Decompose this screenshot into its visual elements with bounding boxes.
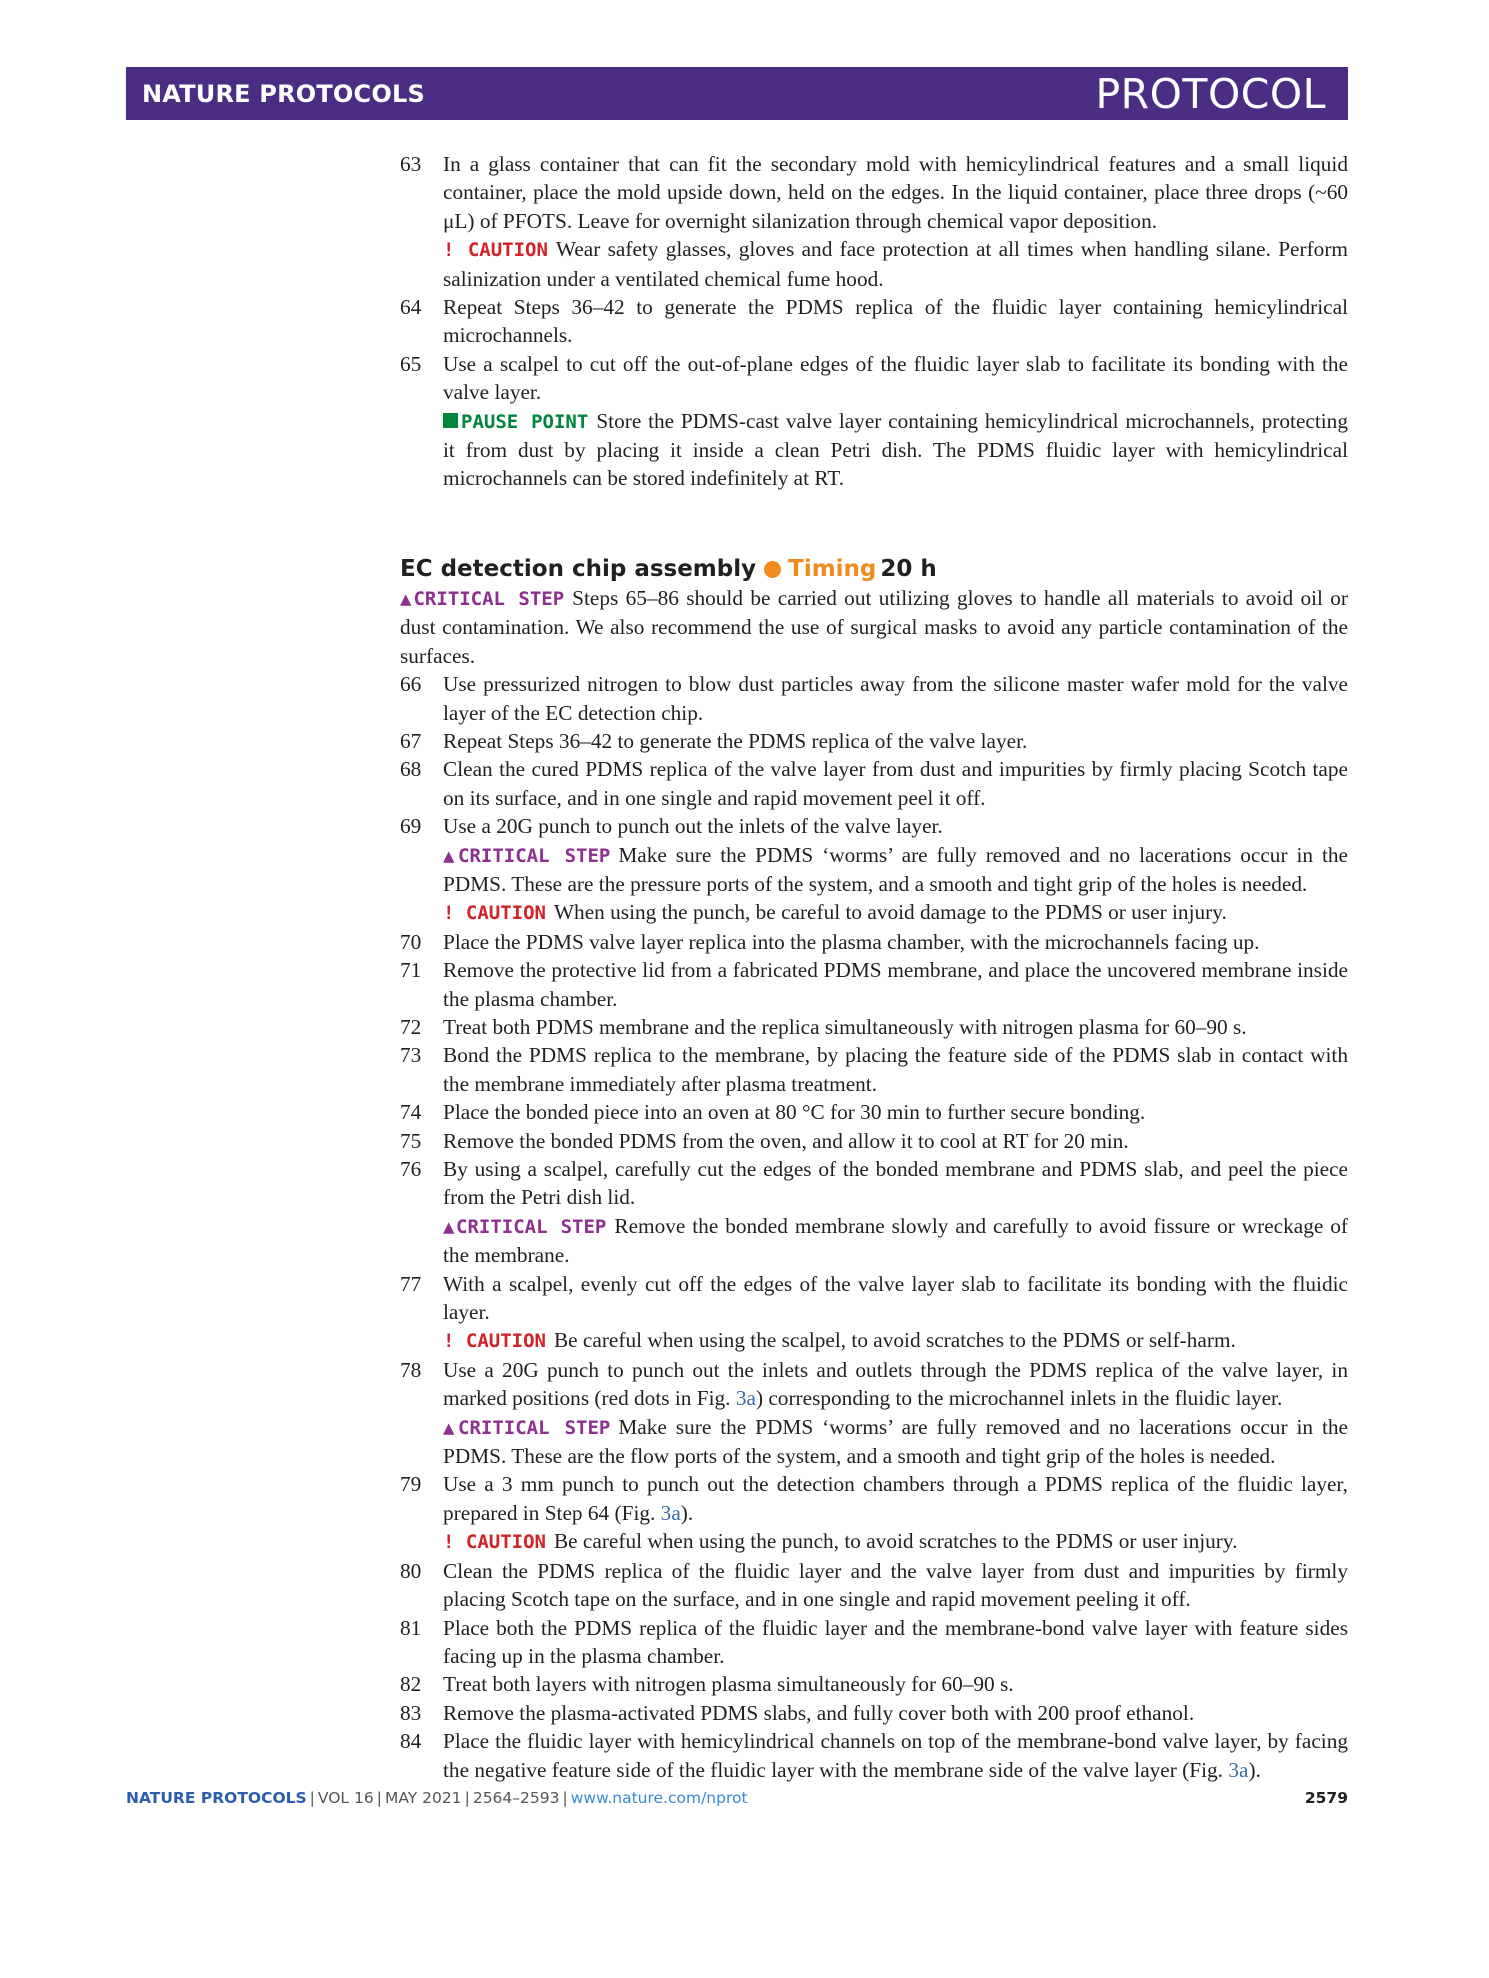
step-number: 81 [400, 1615, 422, 1640]
figure-ref-link[interactable]: 3a [735, 1386, 756, 1411]
caution-label: ! CAUTION [443, 239, 548, 262]
critical-step-note [443, 841, 1348, 899]
step-text: Remove the protective lid from a fabricated PDMS membrane, and place the uncovered membrane inside the plasma chamber. [443, 958, 1348, 1011]
section-heading [400, 554, 1348, 584]
step-number: 78 [400, 1357, 422, 1382]
step-number: 83 [400, 1700, 422, 1725]
journal-name: NATURE PROTOCOLS [142, 79, 425, 108]
step-number: 84 [400, 1729, 422, 1754]
timing-label: Timing [788, 555, 877, 582]
caution-note [443, 1326, 1348, 1355]
step-72 [400, 1013, 1348, 1041]
figure-ref-link[interactable]: 3a [660, 1500, 681, 1525]
step-text-part: Use a 3 mm punch to punch out the detection chambers through a PDMS replica of the fluidic layer, prepared in Step 64 (Fig. [443, 1472, 1348, 1525]
step-text: Remove the bonded PDMS from the oven, and allow it to cool at RT for 20 min. [443, 1128, 1129, 1153]
step-70 [400, 928, 1348, 956]
critical-step-note [400, 584, 1348, 670]
step-text: Place the bonded piece into an oven at 80 °C for 30 min to further secure bonding. [443, 1100, 1146, 1125]
caution-text: Wear safety glasses, gloves and face protection at all times when handling silane. Perform salinization under a ventilated chemical fume hood. [443, 237, 1348, 291]
step-number: 77 [400, 1271, 422, 1296]
critical-step-text: Remove the bonded membrane slowly and carefully to avoid fissure or wreckage of the membrane. [443, 1213, 1348, 1268]
critical-step-text: Make sure the PDMS ‘worms’ are fully removed and no lacerations occur in the PDMS. These are the pressure ports of the system, and a smooth and tight grip of the holes is needed. [443, 842, 1348, 896]
critical-step-label: ▲CRITICAL STEP [400, 587, 565, 610]
step-number: 64 [400, 295, 422, 320]
step-number: 71 [400, 958, 422, 983]
step-79 [400, 1470, 1348, 1556]
step-number: 72 [400, 1014, 422, 1039]
step-63 [400, 150, 1348, 293]
step-text: In a glass container that can fit the secondary mold with hemicylindrical features and a small liquid container, place the mold upside down, held on the edges. In the liquid container, place three drops (~60 μL) of PFOTS. Leave for overnight silanization through chemical vapor deposition. [443, 152, 1348, 233]
pause-point-text: Store the PDMS-cast valve layer containing hemicylindrical microchannels, protecting it from dust by placing it inside a clean Petri dish. The PDMS fluidic layer with hemicylindrical microchannels can be stored indefinitely at RT. [443, 408, 1348, 491]
page-header [126, 67, 1348, 120]
step-66 [400, 670, 1348, 727]
step-number: 74 [400, 1100, 422, 1125]
step-71 [400, 956, 1348, 1013]
step-83 [400, 1699, 1348, 1727]
main-content [400, 150, 1348, 1784]
caution-text: Be careful when using the scalpel, to avoid scratches to the PDMS or self-harm. [553, 1328, 1236, 1353]
step-number: 82 [400, 1672, 422, 1697]
step-number: 76 [400, 1157, 422, 1181]
footer-url-link[interactable]: www.nature.com/nprot [570, 1789, 748, 1807]
footer-journal: NATURE PROTOCOLS [126, 1789, 307, 1807]
step-text-part: Use a 20G punch to punch out the inlets and outlets through the PDMS replica of the valve layer, in marked positions (red dots in Fig. [443, 1357, 1348, 1411]
footer-pages: 2564–2593 [472, 1789, 560, 1807]
caution-note [443, 235, 1348, 293]
step-text: With a scalpel, evenly cut off the edges of the valve layer slab to facilitate its bonding with the fluidic layer. [443, 1271, 1348, 1325]
step-text-part: ). [1248, 1757, 1261, 1782]
step-text: Use pressurized nitrogen to blow dust particles away from the silicone master wafer mold for the valve layer of the EC detection chip. [443, 672, 1348, 725]
step-text: Bond the PDMS replica to the membrane, by placing the feature side of the PDMS slab in contact with the membrane immediately after plasma treatment. [443, 1043, 1348, 1096]
critical-step-note [443, 1413, 1348, 1471]
caution-text: When using the punch, be careful to avoid damage to the PDMS or user injury. [553, 900, 1227, 925]
footer-separator: | [464, 1789, 470, 1807]
step-75 [400, 1127, 1348, 1155]
step-number: 69 [400, 814, 422, 839]
critical-step-label: ▲CRITICAL STEP [443, 844, 611, 867]
step-80 [400, 1557, 1348, 1614]
footer-date: MAY 2021 [384, 1789, 462, 1807]
caution-note [443, 898, 1348, 927]
step-text: Repeat Steps 36–42 to generate the PDMS replica of the fluidic layer containing hemicylindrical microchannels. [443, 295, 1348, 348]
step-text: Use a 20G punch to punch out the inlets of the valve layer. [443, 814, 943, 839]
step-number: 68 [400, 757, 422, 782]
step-text: Clean the cured PDMS replica of the valve layer from dust and impurities by firmly placing Scotch tape on its surface, and in one single and rapid movement peel it off. [443, 757, 1348, 810]
step-text [443, 1470, 1348, 1527]
timing-value: 20 h [880, 555, 937, 582]
footer-separator: | [562, 1789, 568, 1807]
step-text: Place the PDMS valve layer replica into the plasma chamber, with the microchannels facing up. [443, 929, 1260, 954]
caution-text: Be careful when using the punch, to avoid scratches to the PDMS or user injury. [553, 1529, 1238, 1554]
step-64 [400, 293, 1348, 350]
article-type: PROTOCOL [1095, 69, 1326, 118]
caution-label: ! CAUTION [443, 902, 546, 925]
step-number: 67 [400, 728, 422, 753]
timing-dot-icon [764, 561, 781, 578]
caution-label: ! CAUTION [443, 1531, 546, 1554]
page-number: 2579 [1304, 1789, 1348, 1807]
critical-step-text: Make sure the PDMS ‘worms’ are fully removed and no lacerations occur in the PDMS. These are the flow ports of the system, and a smooth and tight grip of the holes is needed. [443, 1414, 1348, 1469]
step-number: 75 [400, 1128, 422, 1153]
step-76 [400, 1155, 1348, 1270]
step-73 [400, 1041, 1348, 1098]
step-69 [400, 812, 1348, 928]
step-text: Treat both PDMS membrane and the replica simultaneously with nitrogen plasma for 60–90 s. [443, 1014, 1247, 1039]
step-65 [400, 350, 1348, 493]
critical-step-label: ▲CRITICAL STEP [443, 1416, 611, 1439]
step-number: 66 [400, 672, 422, 697]
pause-point-note [443, 407, 1348, 493]
step-74 [400, 1098, 1348, 1126]
step-text [443, 1727, 1348, 1784]
step-text: Repeat Steps 36–42 to generate the PDMS replica of the valve layer. [443, 728, 1028, 753]
section-title: EC detection chip assembly [400, 555, 757, 582]
figure-ref-link[interactable]: 3a [1228, 1757, 1249, 1782]
page-footer [126, 1789, 1348, 1807]
step-number: 63 [400, 152, 422, 176]
caution-note [443, 1527, 1348, 1556]
step-number: 65 [400, 351, 422, 376]
pause-point-label: PAUSE POINT [461, 410, 589, 433]
caution-label: ! CAUTION [443, 1330, 546, 1353]
step-82 [400, 1670, 1348, 1698]
footer-separator: | [309, 1789, 315, 1807]
step-text: By using a scalpel, carefully cut the edges of the bonded membrane and PDMS slab, and peel the piece from the Petri dish lid. [443, 1157, 1348, 1210]
step-text-part: ). [680, 1500, 694, 1525]
pause-point-icon [443, 413, 458, 428]
step-text [443, 1356, 1348, 1413]
step-text: Treat both layers with nitrogen plasma simultaneously for 60–90 s. [443, 1672, 1014, 1697]
critical-step-text: Steps 65–86 should be carried out utilizing gloves to handle all materials to avoid oil or dust contamination. We also recommend the use of surgical masks to avoid any particle contamination of the surfaces. [400, 585, 1348, 668]
step-text-part: Place the fluidic layer with hemicylindrical channels on top of the membrane-bond valve layer, by facing the negative feature side of the fluidic layer with the membrane side of the valve layer (Fig. [443, 1729, 1348, 1782]
critical-step-note [443, 1212, 1348, 1270]
footer-separator: | [376, 1789, 382, 1807]
step-number: 79 [400, 1472, 422, 1497]
step-78 [400, 1356, 1348, 1471]
footer-volume: VOL 16 [317, 1789, 374, 1807]
step-number: 80 [400, 1558, 422, 1583]
step-67 [400, 727, 1348, 755]
step-number: 70 [400, 929, 422, 954]
step-68 [400, 755, 1348, 812]
step-number: 73 [400, 1043, 422, 1068]
step-81 [400, 1614, 1348, 1671]
critical-step-label: ▲CRITICAL STEP [443, 1215, 607, 1238]
step-77 [400, 1270, 1348, 1356]
step-text-part: ) corresponding to the microchannel inlets in the fluidic layer. [755, 1386, 1283, 1411]
step-84 [400, 1727, 1348, 1784]
step-text: Place both the PDMS replica of the fluidic layer and the membrane-bond valve layer with feature sides facing up in the plasma chamber. [443, 1615, 1348, 1668]
step-text: Clean the PDMS replica of the fluidic layer and the valve layer from dust and impurities by firmly placing Scotch tape on the surface, and in one single and rapid movement peeling it off. [443, 1558, 1348, 1612]
step-text: Use a scalpel to cut off the out-of-plane edges of the fluidic layer slab to facilitate its bonding with the valve layer. [443, 351, 1348, 405]
step-text: Remove the plasma-activated PDMS slabs, and fully cover both with 200 proof ethanol. [443, 1700, 1195, 1725]
